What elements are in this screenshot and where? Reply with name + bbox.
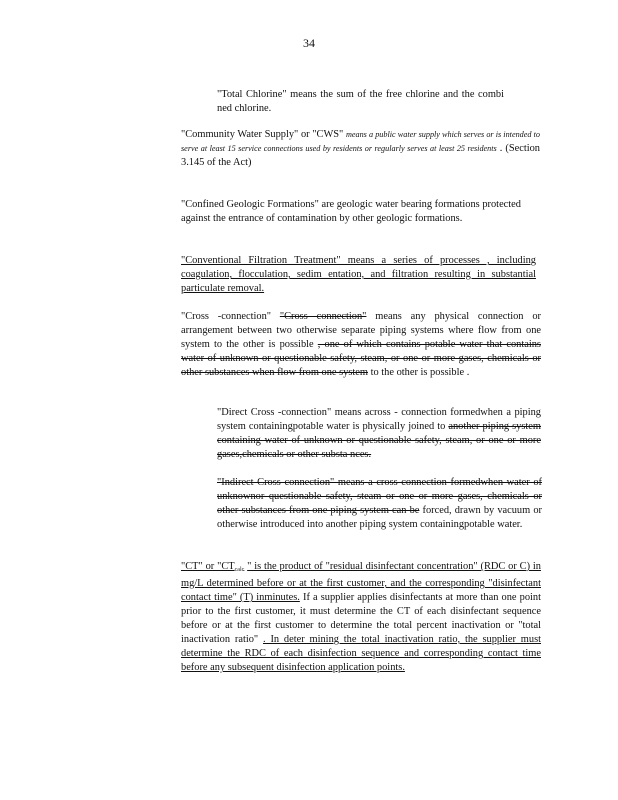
cws-term: "Community Water Supply" or "CWS" [181, 129, 344, 140]
definition-confined-geologic-formations [181, 198, 521, 226]
ct-subscript: calc [234, 567, 245, 573]
cws-definition: means a public water supply which serves or is intended to serve at least 15 service connections used by residents or regularly serves at least 25 residents [181, 130, 540, 153]
definition-indirect-cross-connection [217, 476, 542, 532]
definition-ct [181, 560, 541, 675]
ct-term: "CT" or "$CT_{calc}$ [181, 561, 245, 573]
cross-connection-text: means any physical connection or arrangement between two otherwise separate piping systems where flow from one system to the other is possible [181, 311, 541, 350]
page-number: 34 [303, 36, 315, 50]
cross-connection-term-new: "Cross -connection" [181, 311, 272, 322]
total-chlorine-text: "Total Chlorine" means the sum of the free chlorine and the combi ned chlorine. [217, 89, 504, 114]
cross-connection-term-old: "Cross connection" [279, 311, 367, 322]
definition-direct-cross-connection [217, 406, 541, 462]
definition-community-water-supply [181, 128, 540, 170]
indirect-cc-deleted: "Indirect Cross connection" means a cross connection formedwhen water of unknownor questionable safety, steam or one or more gases, chemicals or other substances from one piping system can be [217, 477, 542, 516]
cross-connection-deleted: , one of which contains potable water that contains water of unknown or questionable safety, steam, or one or more gases, chemicals or other substances when flow from one system [181, 339, 541, 378]
definition-cross-connection [181, 310, 541, 380]
cws-citation: . (Section 3.145 of the Act) [181, 143, 540, 168]
confined-text: "Confined Geologic Formations" are geologic water bearing formations protected against the entrance of contamination by other geologic formations. [181, 199, 521, 224]
definition-total-chlorine [217, 88, 504, 116]
indirect-cc-text: forced, drawn by vacuum or otherwise introduced into another piping system containingpotable water. [217, 505, 542, 530]
ct-text-2: If a supplier applies disinfectants at more than one point prior to the first customer, it must determine the CT of each disinfectant sequence before or at the first customer to determine the total percent inactivation or "total inactivation ratio" [181, 592, 541, 645]
ct-text-1: " is the product of "residual disinfectant concentration" (RDC or C) in mg/L determined before or at the first customer, and the corresponding "disinfectant contact time" (T) inminutes. [181, 561, 541, 603]
direct-cc-deleted: another piping system containing water of unknown or questionable safety, steam, or one or more gases,chemicals or other substa nces. [217, 421, 541, 460]
cross-connection-text-end: to the other is possible . [370, 367, 470, 378]
definition-conventional-filtration [181, 254, 536, 296]
ct-text-3: . In deter mining the total inactivation ratio, the supplier must determine the RDC of each disinfection sequence and corresponding contact time before any subsequent disinfection application points. [181, 634, 541, 673]
conventional-text: "Conventional Filtration Treatment" means a series of processes , including coagulation, flocculation, sedim entation, and filtration resulting in substantial particulate removal. [181, 255, 536, 294]
direct-cc-text: "Direct Cross -connection" means across - connection formedwhen a piping system containingpotable water is physically joined to [217, 407, 541, 432]
